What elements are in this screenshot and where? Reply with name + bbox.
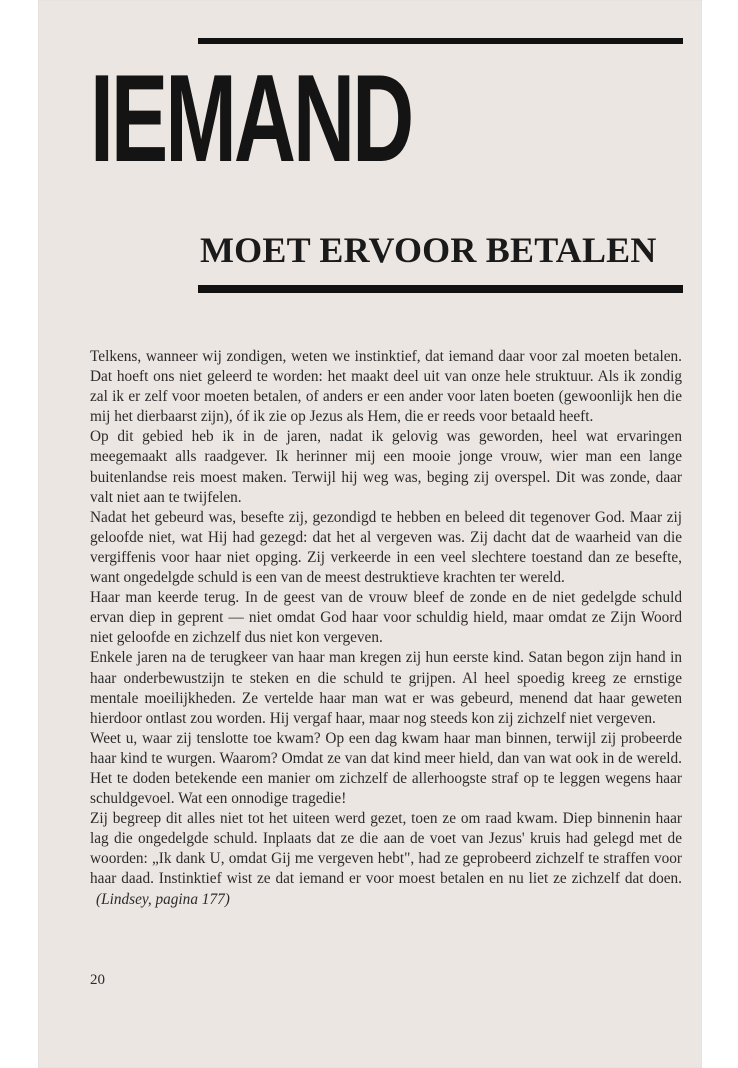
page-title: IEMAND (90, 49, 412, 189)
article-body (90, 347, 682, 910)
paragraph-7-text: Zij begreep dit alles niet tot het uiteen werd gezet, toen ze om raad kwam. Diep binnenin haar lag die ongedelgde schuld. Inplaats dat ze die aan de voet van Jezus' kruis had gelegd met de woorden: „Ik dank U, omdat Gij me vergeven hebt", had ze geprobeerd zichzelf te straffen voor haar daad. Instinktief wist ze dat iemand er voor moest betalen en nu liet ze zichzelf dat doen. (90, 810, 682, 888)
paragraph-3: Nadat het gebeurd was, besefte zij, gezondigd te hebben en beleed dit tegenover God. Maar zij geloofde niet, wat Hij had gezegd: dat het al vergeven was. Zij dacht dat de waarheid van die vergiffenis voor haar niet opging. Zij verkeerde in een veel slechtere toestand dan ze besefte, want ongedelgde schuld is een van de meest destruktieve krachten ter wereld. (90, 508, 682, 587)
subtitle-rule (198, 285, 683, 293)
paragraph-6: Weet u, waar zij tenslotte toe kwam? Op een dag kwam haar man binnen, terwijl zij probeerde haar kind te wurgen. Waarom? Omdat ze van dat kind meer hield, dan van wat ook in de wereld. Het te doden betekende een manier om zichzelf de allerhoogste straf op te leggen wegens haar schuldgevoel. Wat een onnodige tragedie! (90, 729, 682, 808)
page-number: 20 (90, 972, 105, 988)
paragraph-2: Op dit gebied heb ik in de jaren, nadat ik gelovig was geworden, heel wat ervaringen meegemaakt alls raadgever. Ik herinner mij een mooie jonge vrouw, wier man een lange buitenlandse reis moest maken. Terwijl hij weg was, beging zij overspel. Dit was zonde, daar valt niet aan te twijfelen. (90, 428, 682, 506)
citation: (Lindsey, pagina 177) (96, 890, 230, 908)
paragraph-4: Haar man keerde terug. In de geest van de vrouw bleef de zonde en de niet gedelgde schuld ervan diep in geprent — niet omdat God haar voor schuldig hield, maar omdat ze Zijn Woord niet geloofde en zichzelf dus niet kon vergeven. (90, 589, 682, 647)
paragraph-5: Enkele jaren na de terugkeer van haar man kregen zij hun eerste kind. Satan begon zijn hand in haar onderbewustzijn te steken en die schuld te grijpen. Al heel spoedig kreeg ze ernstige mentale moeilijkheden. Ze vertelde haar man wat er was gebeurd, menend dat haar geweten hierdoor ontlast zou worden. Hij vergaf haar, maar nog steeds kon zij zichzelf niet vergeven. (90, 649, 682, 727)
page-subtitle: MOET ERVOOR BETALEN (200, 230, 657, 270)
paragraph-7 (90, 809, 682, 909)
paragraph-1: Telkens, wanneer wij zondigen, weten we instinktief, dat iemand daar voor zal moeten betalen. Dat hoeft ons niet geleerd te worden: het maakt deel uit van onze hele struktuur. Als ik zondig zal ik er zelf voor moeten betalen, of anders er een ander voor laten boeten (gewoonlijk hen die mij het dierbaarst zijn), óf ik zie op Jezus als Hem, die er reeds voor betaald heeft. (90, 348, 682, 426)
